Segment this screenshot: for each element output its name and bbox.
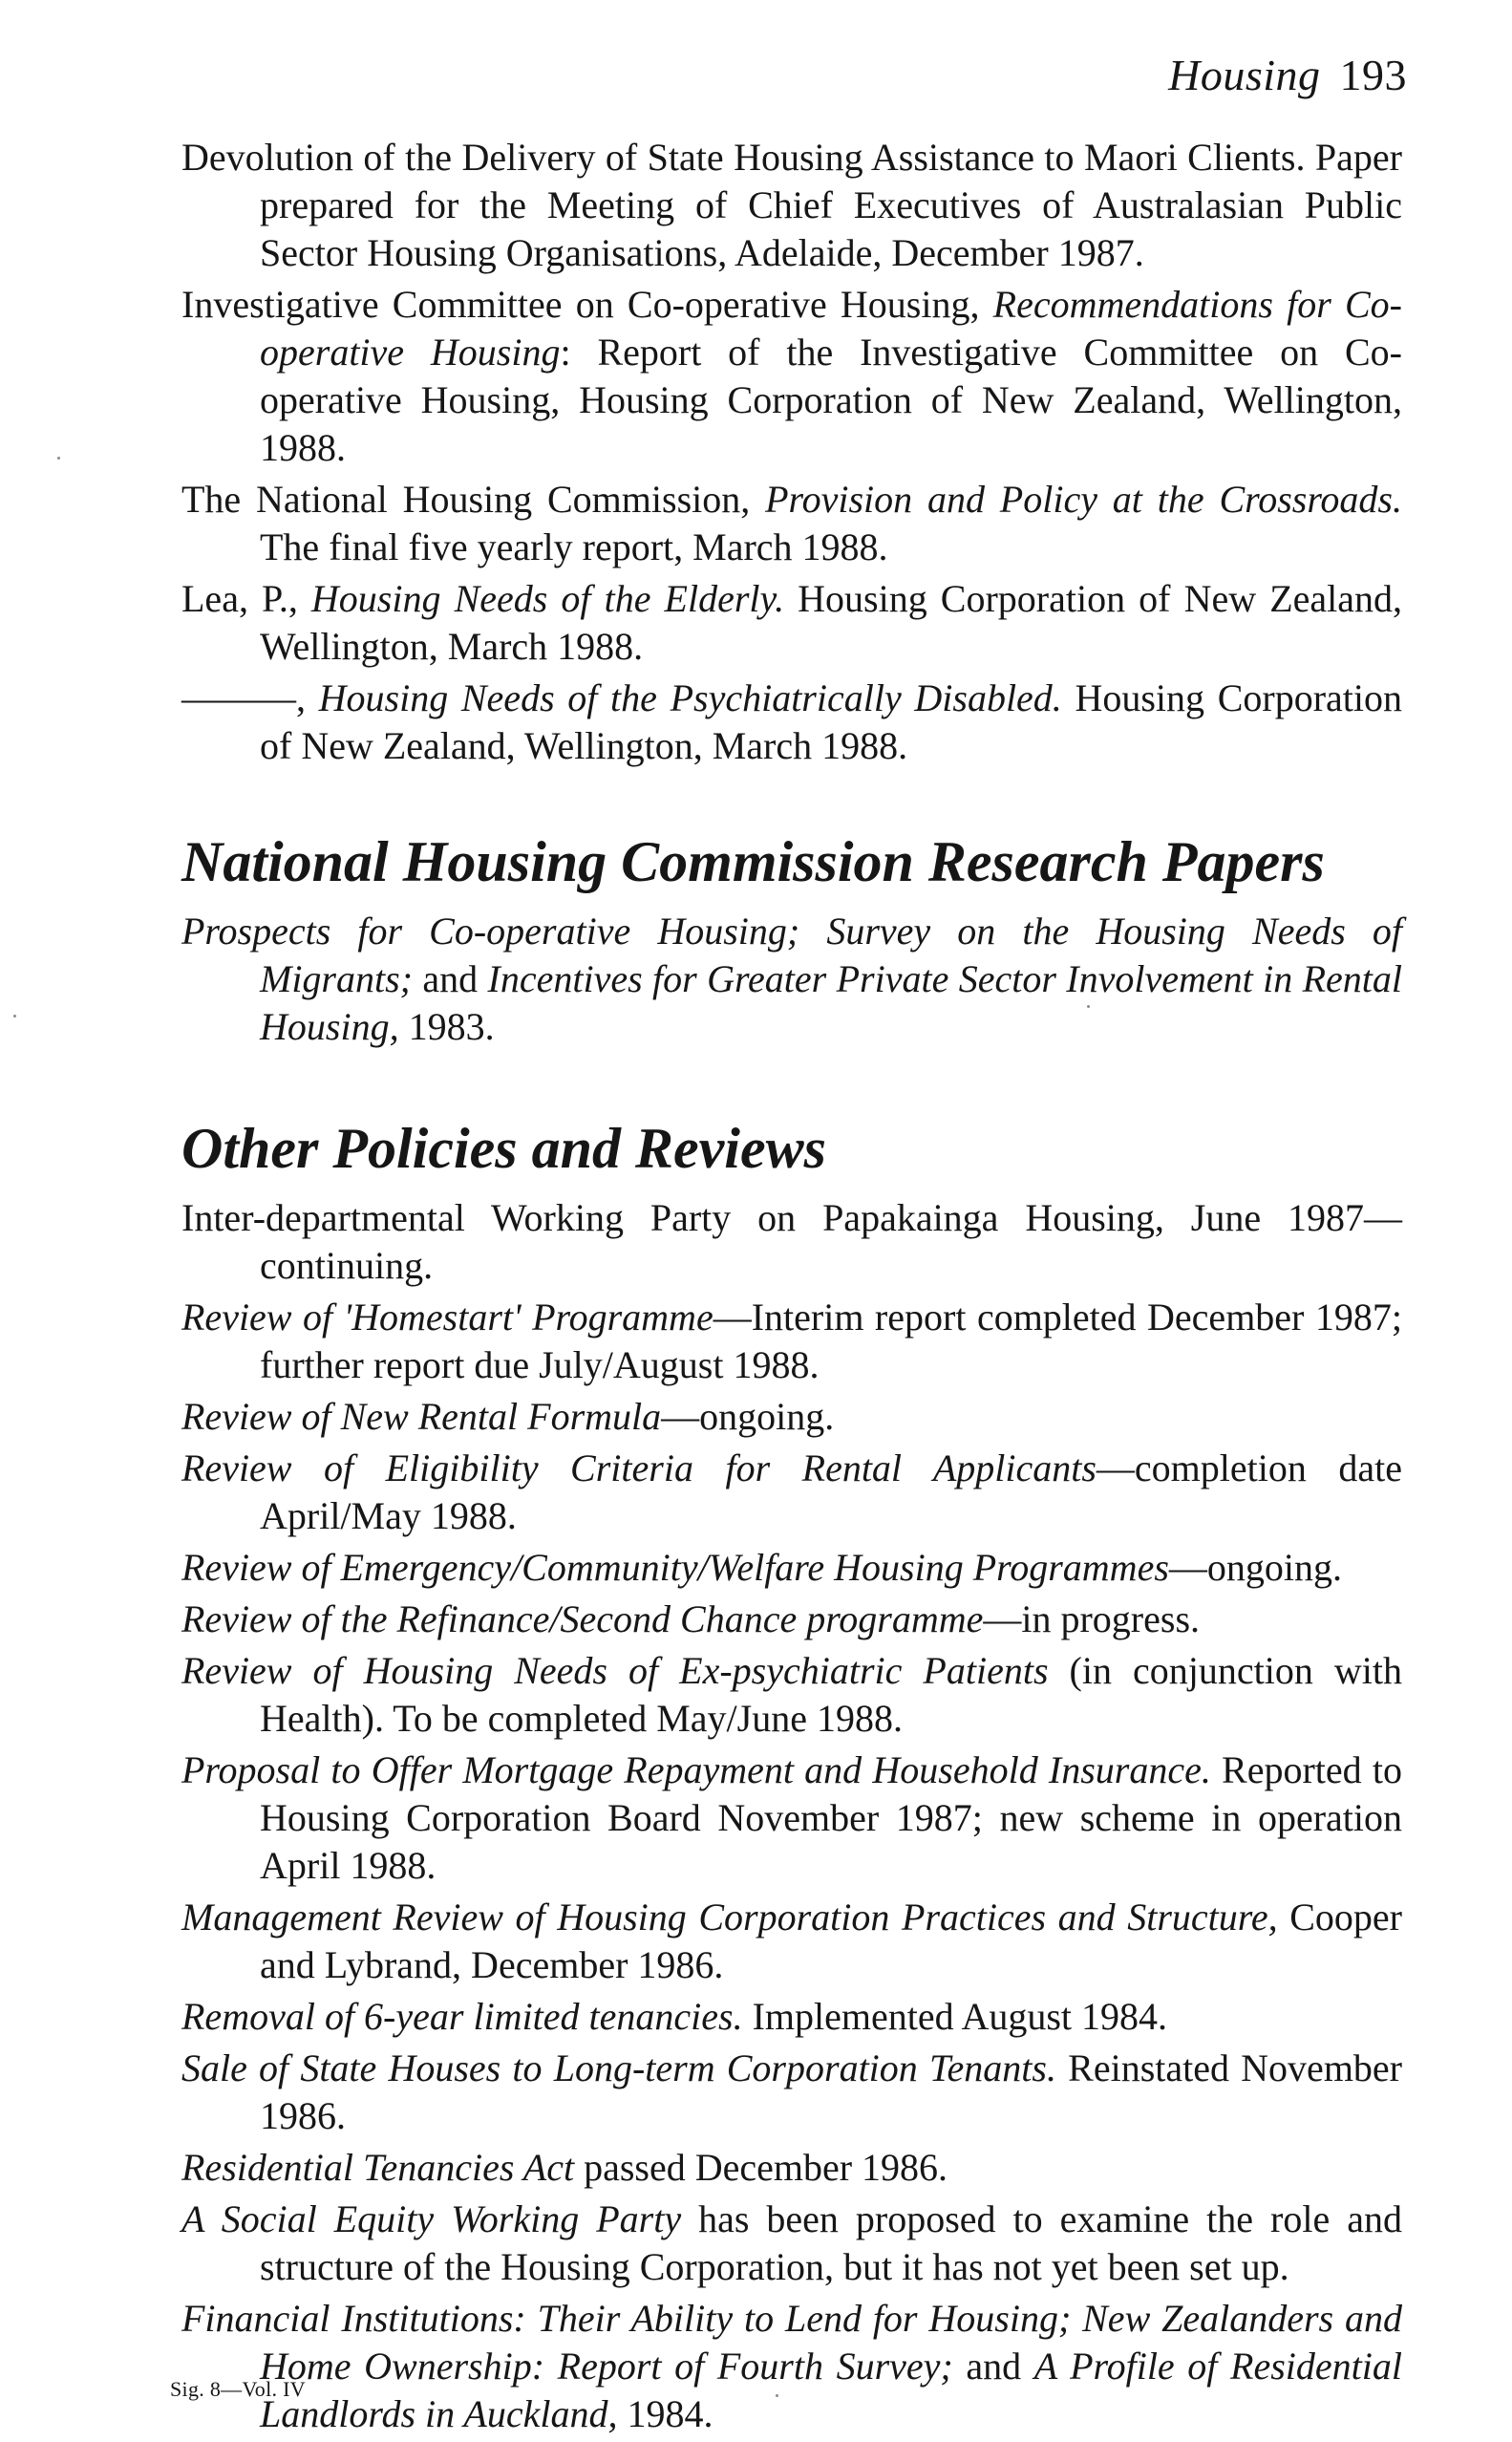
policy-entry: Proposal to Offer Mortgage Repayment and Household Insurance. Reported to Housing Corporation Board November 1987; new scheme in operation April 1988.	[181, 1748, 1402, 1887]
policy-entry: Review of New Rental Formula—ongoing.	[181, 1395, 835, 1438]
policy-entry: A Social Equity Working Party has been proposed to examine the role and structure of the Housing Corporation, but it has not yet been set up.	[181, 2197, 1402, 2288]
policy-entry: Inter-departmental Working Party on Papakainga Housing, June 1987—continuing.	[181, 1196, 1402, 1287]
header-title: Housing	[1168, 51, 1321, 99]
scan-speck	[776, 2394, 778, 2397]
section-heading-nhc-research-papers: National Housing Commission Research Papers	[181, 830, 1325, 893]
scan-speck	[13, 1015, 16, 1018]
policy-entry: Review of Housing Needs of Ex-psychiatric Patients (in conjunction with Health). To be completed May/June 1988.	[181, 1649, 1402, 1740]
policy-entry: Removal of 6-year limited tenancies. Implemented August 1984.	[181, 1995, 1168, 2038]
policy-entry: Management Review of Housing Corporation Practices and Structure, Cooper and Lybrand, December 1986.	[181, 1896, 1402, 1986]
reference-entry: Prospects for Co-operative Housing; Survey on the Housing Needs of Migrants; and Incentives for Greater Private Sector Involvement in Rental Housing, 1983.	[181, 910, 1402, 1048]
page-number: 193	[1339, 51, 1407, 99]
reference-entry: ———, Housing Needs of the Psychiatrically Disabled. Housing Corporation of New Zealand, Wellington, March 1988.	[181, 676, 1402, 767]
reference-entry: Devolution of the Delivery of State Housing Assistance to Maori Clients. Paper prepared for the Meeting of Chief Executives of Australasian Public Sector Housing Organisations, Adelaide, December 1987.	[181, 136, 1402, 274]
section-heading-other-policies: Other Policies and Reviews	[181, 1117, 826, 1180]
policy-entry: Review of 'Homestart' Programme—Interim report completed December 1987; further report due July/August 1988.	[181, 1296, 1402, 1386]
scan-speck	[1087, 1005, 1090, 1008]
page-body	[181, 134, 1402, 2442]
policy-entry: Review of the Refinance/Second Chance programme—in progress.	[181, 1597, 1201, 1640]
reference-entry: Investigative Committee on Co-operative Housing, Recommendations for Co-operative Housing: Report of the Investigative Committee on Co-operative Housing, Housing Corporation of New Zealand, Wellington, 1988.	[181, 283, 1402, 469]
policy-entry: Review of Eligibility Criteria for Rental Applicants—completion date April/May 1988.	[181, 1446, 1402, 1537]
reference-entry: Lea, P., Housing Needs of the Elderly. Housing Corporation of New Zealand, Wellington, March 1988.	[181, 577, 1402, 668]
policy-entry: Financial Institutions: Their Ability to Lend for Housing; New Zealanders and Home Ownership: Report of Fourth Survey; and A Profile of Residential Landlords in Auckland, 1984.	[181, 2297, 1402, 2435]
running-header	[1168, 50, 1407, 100]
policy-entry: Review of Emergency/Community/Welfare Housing Programmes—ongoing.	[181, 1546, 1343, 1589]
policy-entry: Residential Tenancies Act passed December 1986.	[181, 2146, 948, 2189]
scan-speck	[57, 457, 60, 460]
reference-entry: The National Housing Commission, Provision and Policy at the Crossroads. The final five yearly report, March 1988.	[181, 478, 1402, 568]
other-policies-list	[181, 1194, 1402, 2438]
policy-entry: Sale of State Houses to Long-term Corporation Tenants. Reinstated November 1986.	[181, 2046, 1403, 2137]
top-reference-list	[181, 134, 1402, 770]
signature-mark: Sig. 8—Vol. IV	[170, 2377, 306, 2401]
